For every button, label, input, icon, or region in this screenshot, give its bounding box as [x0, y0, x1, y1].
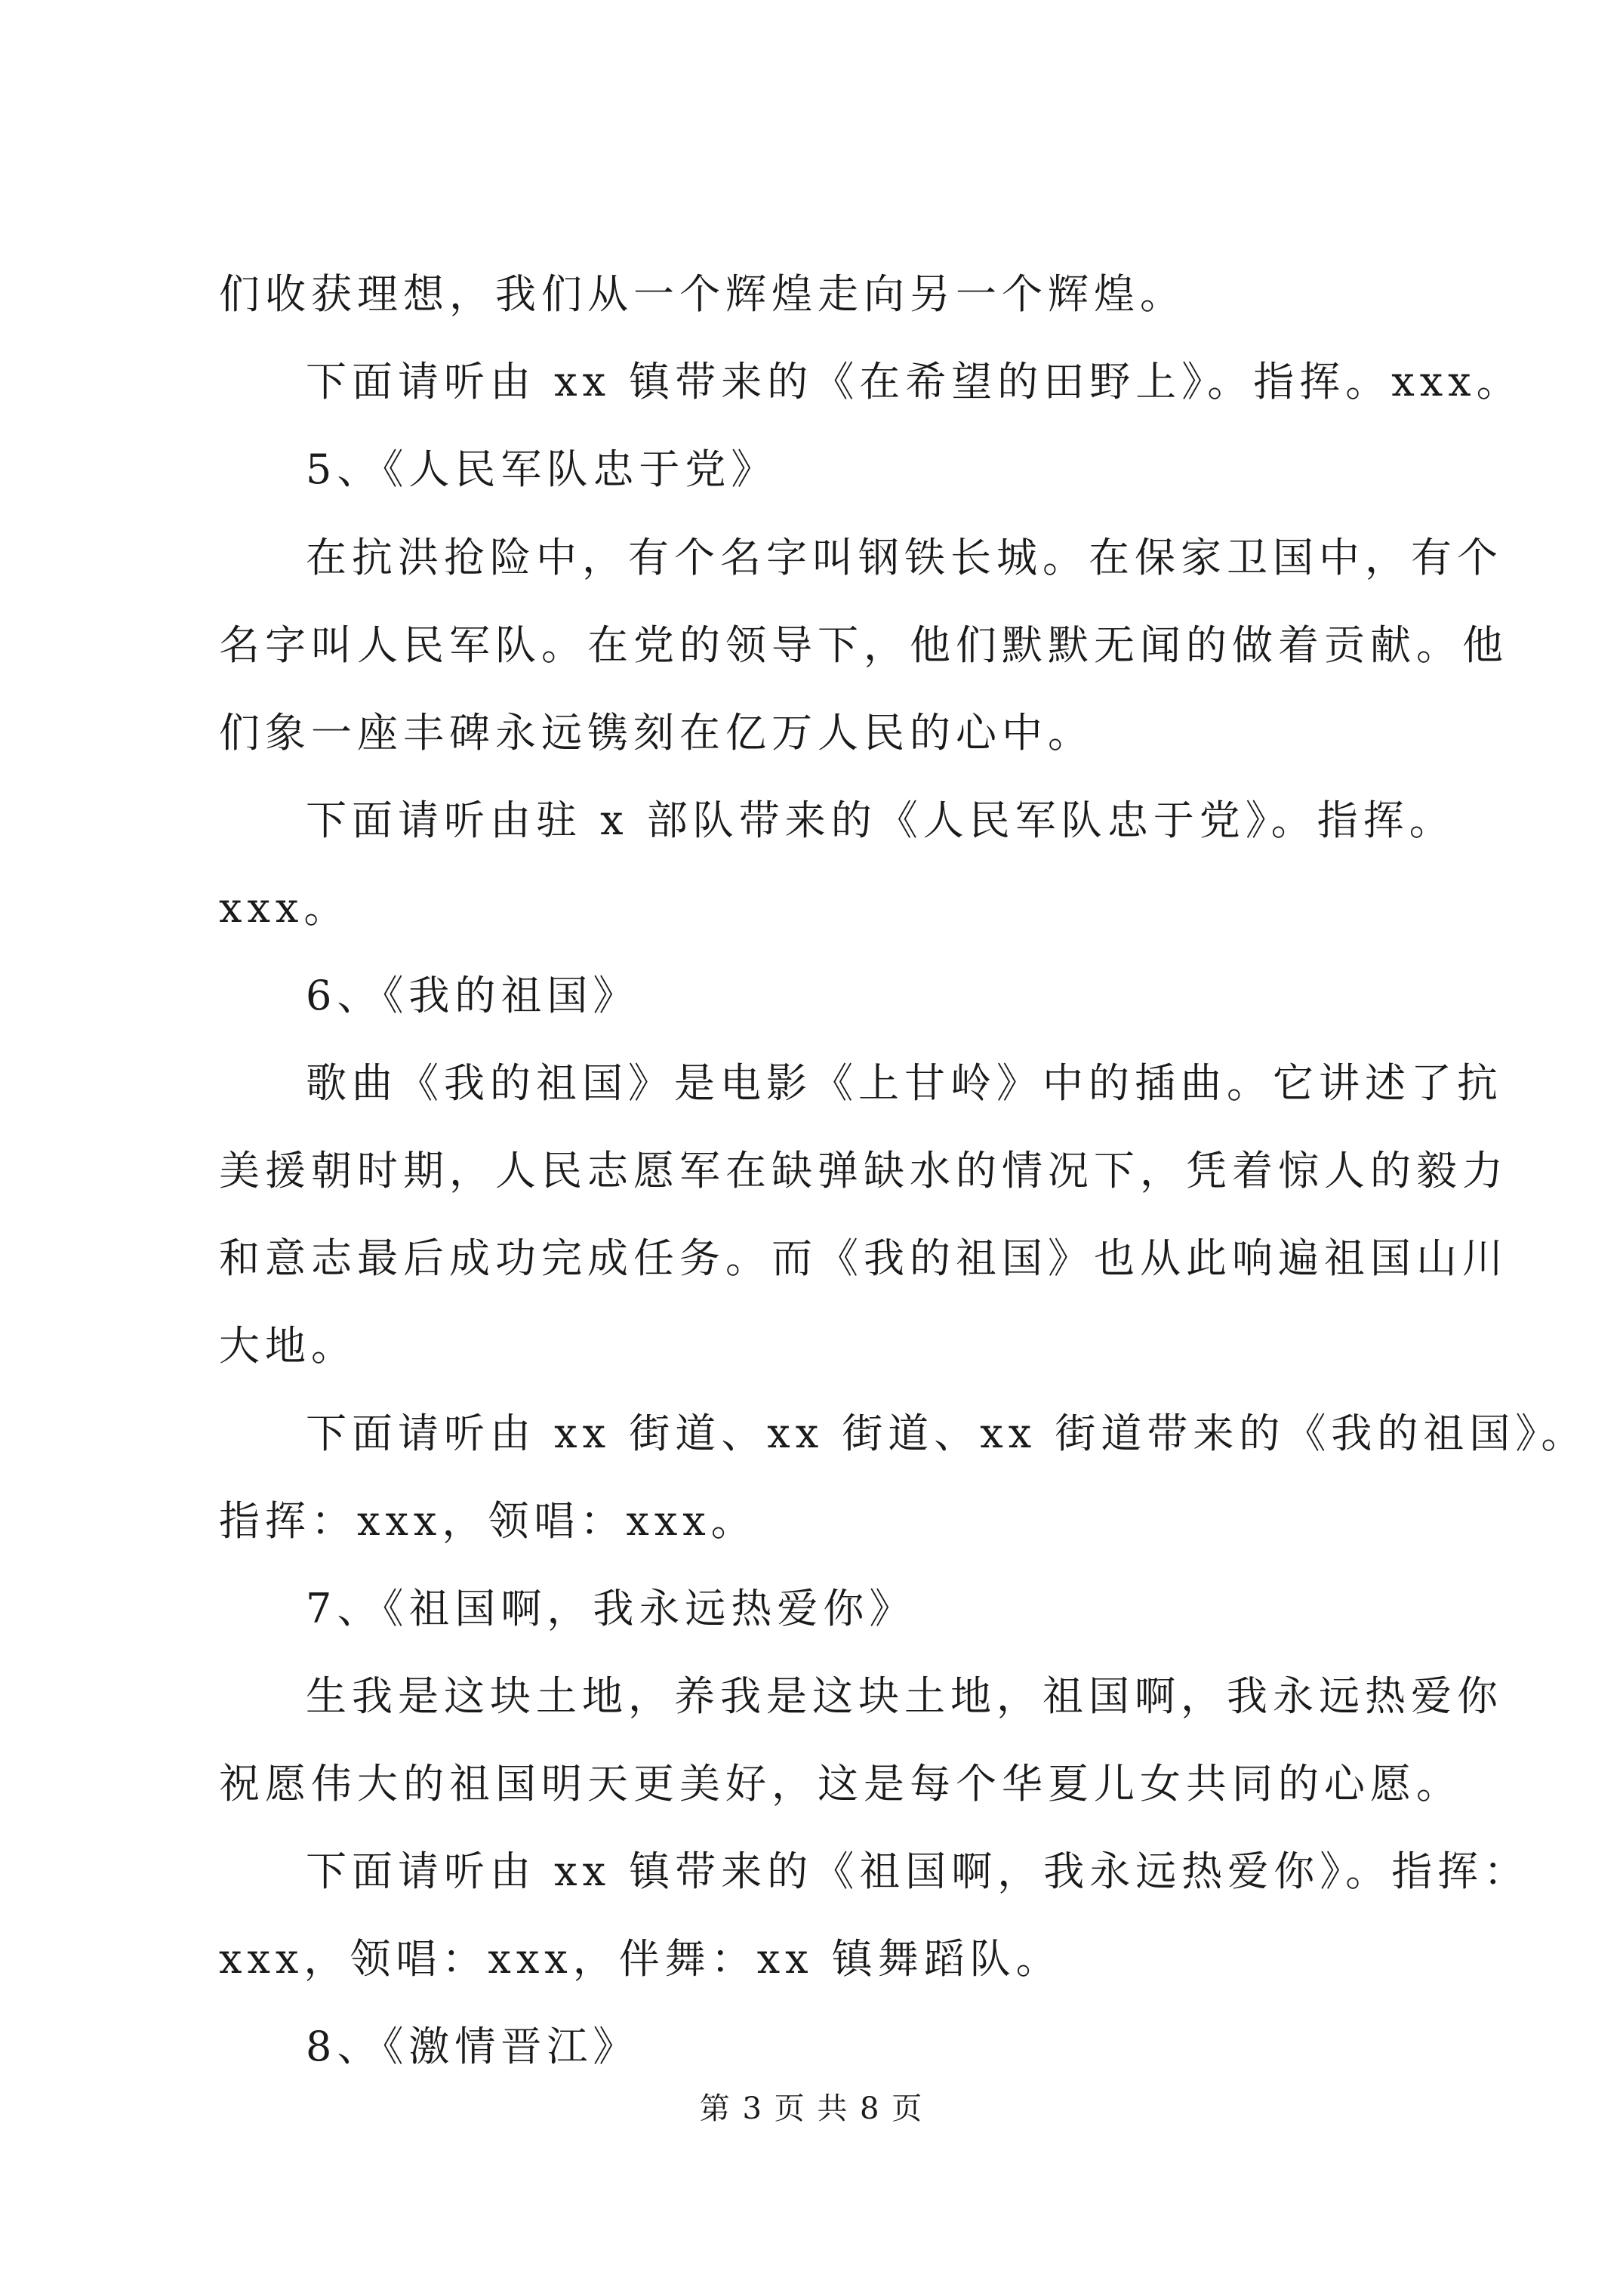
- page-footer: 第 3 页 共 8 页: [699, 2091, 924, 2126]
- text-line: 下面请听由 xx 镇带来的《在希望的田野上》。指挥。xxx。: [306, 358, 1523, 405]
- text-line: 指挥：xxx，领唱：xxx。: [219, 1497, 757, 1545]
- text-line: 名字叫人民军队。在党的领导下，他们默默无闻的做着贡献。他: [219, 621, 1508, 669]
- text-line: 祝愿伟大的祖国明天更美好，这是每个华夏儿女共同的心愿。: [219, 1760, 1462, 1808]
- text-line: 下面请听由 xx 镇带来的《祖国啊，我永远热爱你》。指挥：: [306, 1848, 1530, 1895]
- section-heading: 8、《激情晋江》: [306, 2023, 639, 2070]
- text-line: 下面请听由驻 x 部队带来的《人民军队忠于党》。指挥。: [306, 797, 1455, 844]
- section-heading: 7、《祖国啊，我永远热爱你》: [306, 1585, 916, 1632]
- text-line: xxx，领唱：xxx，伴舞：xx 镇舞蹈队。: [219, 1935, 1062, 1983]
- text-line: 在抗洪抢险中，有个名字叫钢铁长城。在保家卫国中，有个: [306, 534, 1503, 581]
- text-line: xxx。: [219, 884, 350, 932]
- section-heading: 6、《我的祖国》: [306, 972, 639, 1019]
- text-line: 歌曲《我的祖国》是电影《上甘岭》中的插曲。它讲述了抗: [306, 1059, 1503, 1107]
- text-line: 美援朝时期，人民志愿军在缺弹缺水的情况下，凭着惊人的毅力: [219, 1147, 1508, 1194]
- section-heading: 5、《人民军队忠于党》: [306, 445, 778, 493]
- text-line: 和意志最后成功完成任务。而《我的祖国》也从此响遍祖国山川: [219, 1234, 1508, 1282]
- text-line: 生我是这块土地，养我是这块土地，祖国啊，我永远热爱你: [306, 1672, 1503, 1720]
- text-line: 们收获理想，我们从一个辉煌走向另一个辉煌。: [219, 270, 1186, 318]
- text-line: 大地。: [219, 1322, 357, 1370]
- text-line: 下面请听由 xx 街道、xx 街道、xx 街道带来的《我的祖国》。: [306, 1410, 1588, 1457]
- text-line: 们象一座丰碑永远镌刻在亿万人民的心中。: [219, 709, 1094, 757]
